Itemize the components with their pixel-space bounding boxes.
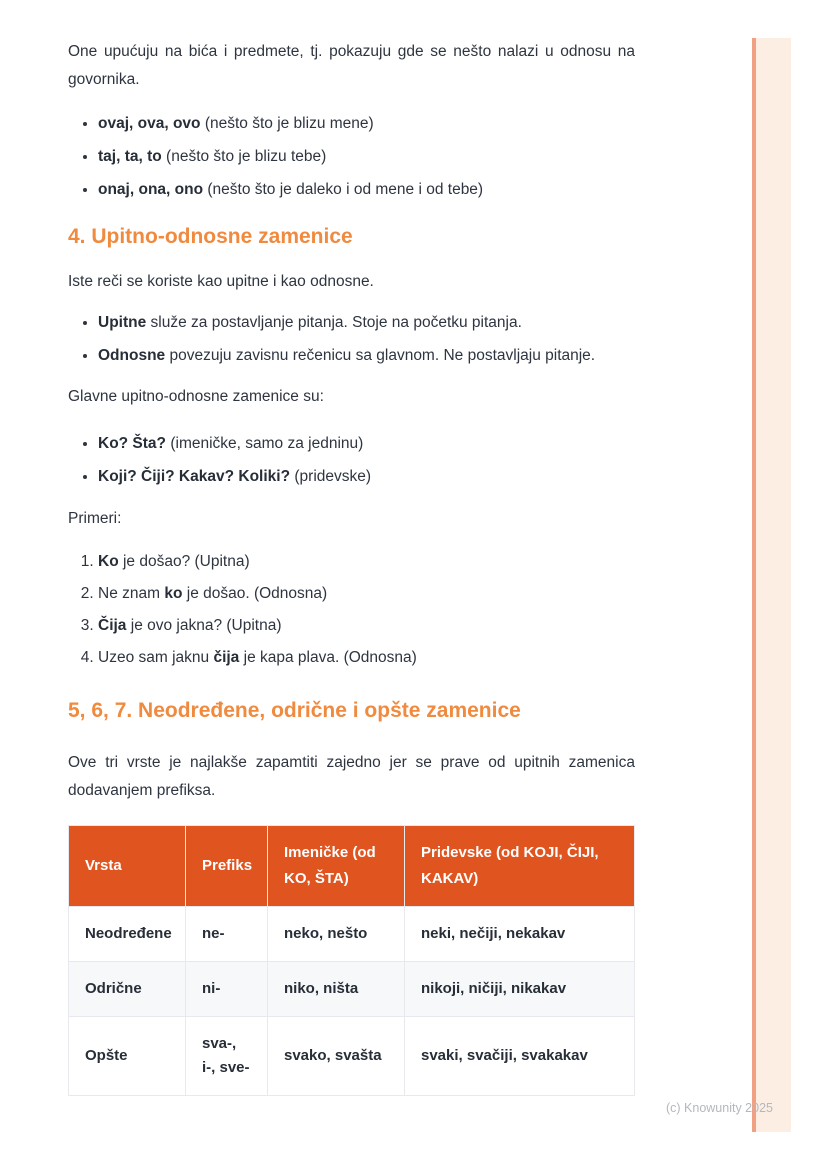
column-header-imenicke: Imeničke (od KO, ŠTA)	[268, 826, 405, 907]
table-cell: sva-, i-, sve-	[186, 1017, 268, 1096]
main-pronouns-list	[68, 430, 635, 491]
example-term: ko	[164, 585, 183, 602]
table-body	[69, 907, 635, 1096]
list-item	[98, 309, 635, 337]
bullet-desc: (pridevske)	[290, 468, 372, 485]
bullet-desc: (imeničke, samo za jedninu)	[166, 435, 364, 452]
column-header-vrsta: Vrsta	[69, 826, 186, 907]
example-item	[98, 548, 635, 576]
column-header-pridevske: Pridevske (od KOJI, ČIJI, KAKAV)	[405, 826, 635, 907]
bullet-term: Odnosne	[98, 347, 166, 364]
bullet-desc: (nešto što je blizu mene)	[200, 115, 374, 132]
list-item	[98, 342, 635, 370]
table-row	[69, 907, 635, 962]
column-header-prefiks: Prefiks	[186, 826, 268, 907]
example-term: čija	[213, 649, 240, 666]
section-567-paragraph: Ove tri vrste je najlakše zapamtiti zajedno jer se prave od upitnih zamenica dodavanjem prefiksa.	[68, 754, 635, 799]
section-4-heading: 4. Upitno-odnosne zamenice	[68, 225, 353, 248]
example-item	[98, 612, 635, 640]
bullet-desc: (nešto što je blizu tebe)	[161, 148, 327, 165]
list-item	[98, 176, 635, 204]
table-header	[69, 826, 635, 907]
table-cell: Odrične	[69, 962, 186, 1017]
bullet-desc: povezuju zavisnu rečenicu sa glavnom. Ne postavljaju pitanje.	[165, 347, 596, 364]
table-cell: Opšte	[69, 1017, 186, 1096]
table-cell: niko, ništa	[268, 962, 405, 1017]
bullet-term: Ko? Šta?	[98, 435, 167, 452]
table-row	[69, 1017, 635, 1096]
section-4-intro: Iste reči se koriste kao upitne i kao odnosne.	[68, 273, 374, 290]
table-cell: svaki, svačiji, svakakav	[405, 1017, 635, 1096]
list-item	[98, 463, 635, 491]
example-pre: Ne znam	[98, 585, 165, 602]
list-item	[98, 143, 635, 171]
list-item	[98, 430, 635, 458]
example-item	[98, 644, 635, 672]
table-cell: neko, nešto	[268, 907, 405, 962]
section-567-heading: 5, 6, 7. Neodređene, odrične i opšte zamenice	[68, 699, 521, 722]
example-item	[98, 580, 635, 608]
section-4-lead: Glavne upitno-odnosne zamenice su:	[68, 388, 324, 405]
table-cell: nikoji, ničiji, nikakav	[405, 962, 635, 1017]
table-cell: ni-	[186, 962, 268, 1017]
example-post: je ovo jakna? (Upitna)	[126, 617, 282, 634]
example-post: je kapa plava. (Odnosna)	[239, 649, 417, 666]
example-post: je došao? (Upitna)	[118, 553, 250, 570]
table-cell: Neodređene	[69, 907, 186, 962]
copyright-footer: (c) Knowunity 2025	[665, 1101, 773, 1115]
bullet-term: ovaj, ova, ovo	[98, 115, 201, 132]
bullet-desc: (nešto što je daleko i od mene i od tebe)	[203, 181, 484, 198]
example-pre: Uzeo sam jaknu	[98, 649, 214, 666]
bullet-term: onaj, ona, ono	[98, 181, 204, 198]
intro-paragraph: One upućuju na bića i predmete, tj. pokazuju gde se nešto nalazi u odnosu na govornika.	[68, 43, 635, 88]
table-cell: svako, svašta	[268, 1017, 405, 1096]
pronoun-prefix-table	[68, 825, 635, 1096]
table-header-row	[69, 826, 635, 907]
list-item	[98, 110, 635, 138]
table-cell: neki, nečiji, nekakav	[405, 907, 635, 962]
bullet-term: taj, ta, to	[98, 148, 162, 165]
examples-label: Primeri:	[68, 510, 122, 527]
upitne-odnosne-list	[68, 309, 635, 370]
examples-list	[68, 548, 635, 672]
example-post: je došao. (Odnosna)	[182, 585, 328, 602]
bullet-term: Upitne	[98, 314, 147, 331]
demonstrative-pronoun-list	[68, 110, 635, 204]
table-row	[69, 962, 635, 1017]
bullet-desc: služe za postavljanje pitanja. Stoje na početku pitanja.	[146, 314, 522, 331]
table-cell: ne-	[186, 907, 268, 962]
example-term: Ko	[98, 553, 119, 570]
right-margin-stripe	[752, 38, 791, 1132]
bullet-term: Koji? Čiji? Kakav? Koliki?	[98, 468, 291, 485]
example-term: Čija	[98, 617, 127, 634]
